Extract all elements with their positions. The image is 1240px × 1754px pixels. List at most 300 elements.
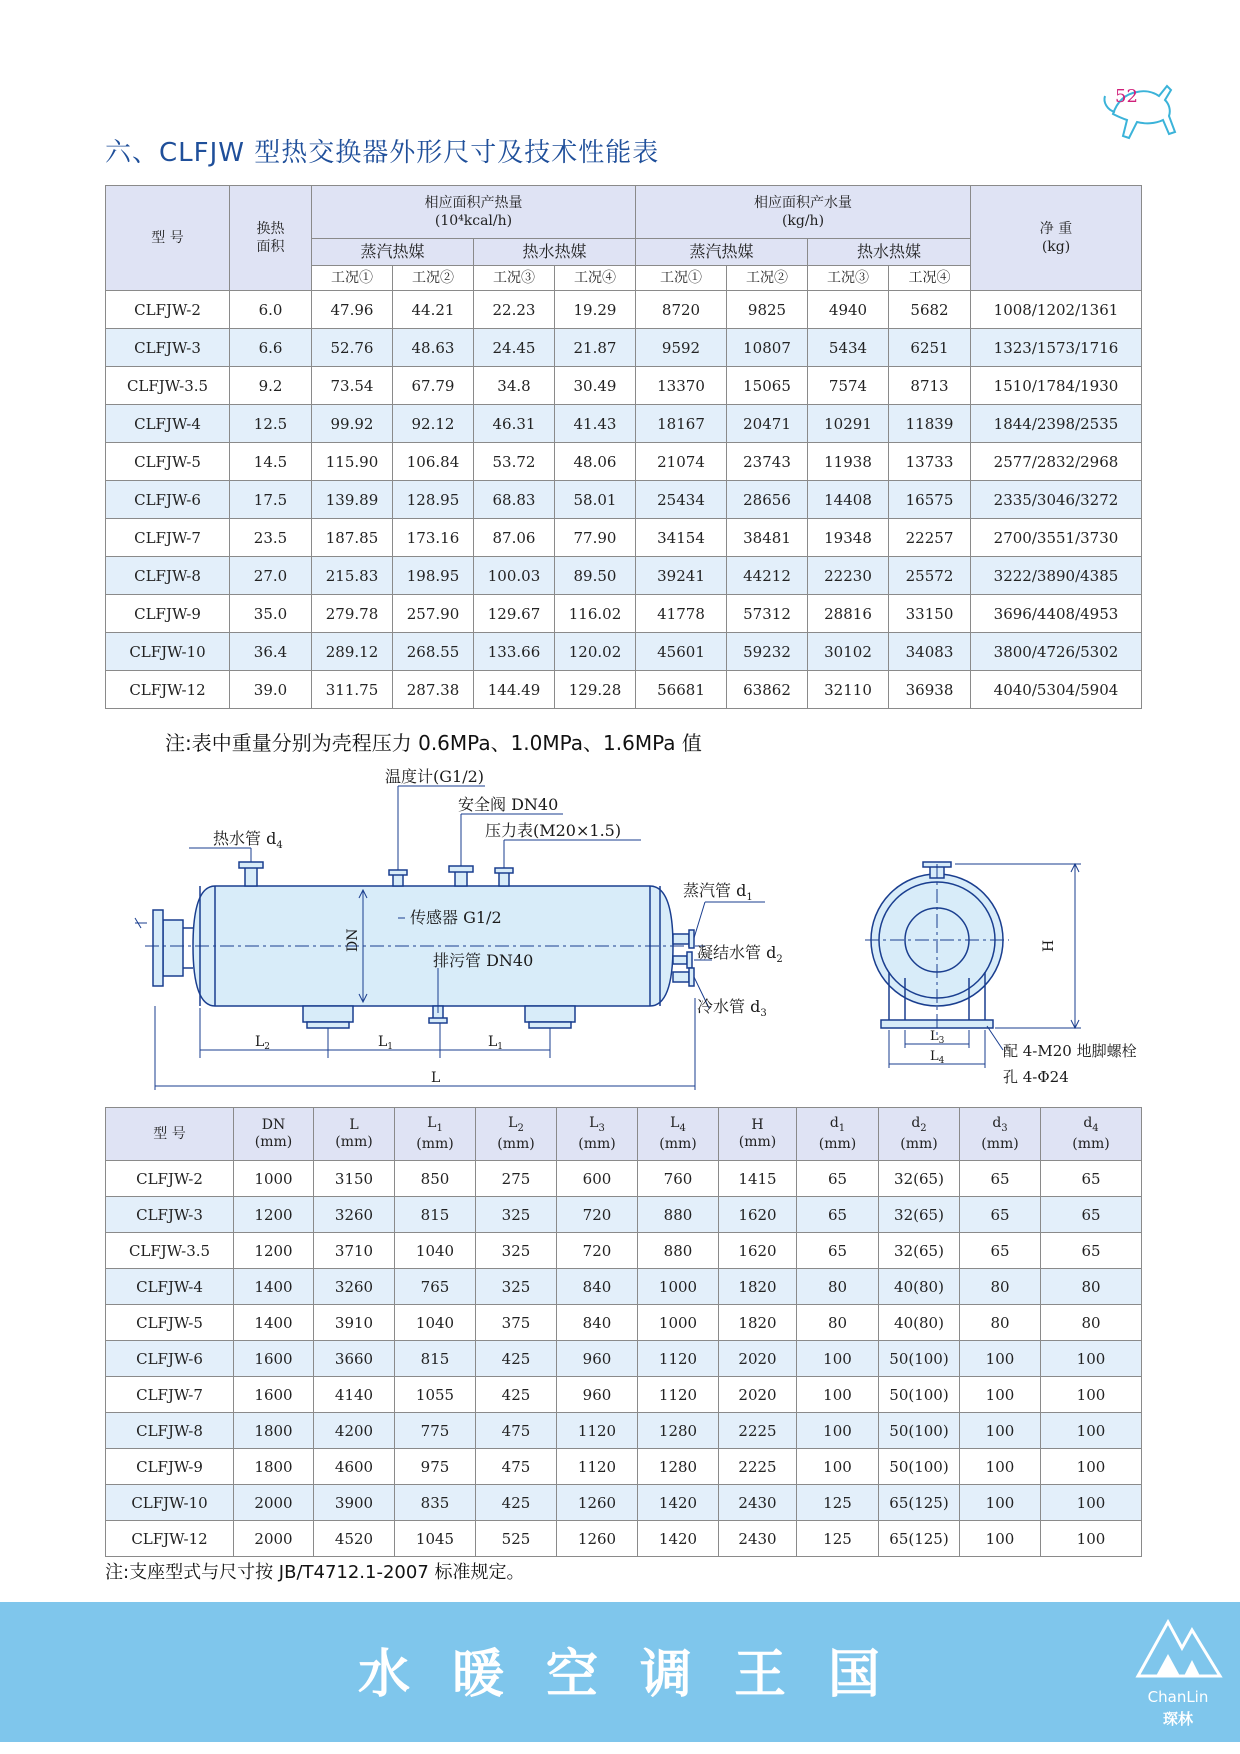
dim-header-label: L bbox=[508, 1114, 518, 1131]
weight-note: 注:表中重量分别为壳程压力 0.6MPa、1.0MPa、1.6MPa 值 bbox=[165, 731, 702, 755]
perf-cell: 56681 bbox=[636, 671, 727, 709]
dim-cell: 2020 bbox=[719, 1341, 797, 1377]
dim-cell-model: CLFJW-2 bbox=[106, 1161, 234, 1197]
dim-cell-model: CLFJW-4 bbox=[106, 1269, 234, 1305]
dim-header-sub: 3 bbox=[598, 1122, 605, 1134]
perf-header-water bbox=[636, 186, 971, 239]
perf-cell: 1323/1573/1716 bbox=[971, 329, 1142, 367]
dim-header-label: d bbox=[1083, 1114, 1093, 1131]
dim-cell: 65(125) bbox=[879, 1521, 960, 1557]
perf-cell-model: CLFJW-9 bbox=[106, 595, 230, 633]
perf-cell: 1844/2398/2535 bbox=[971, 405, 1142, 443]
label-l3-sub: 3 bbox=[938, 1036, 945, 1046]
perf-cell: 106.84 bbox=[393, 443, 474, 481]
dim-cell: 275 bbox=[476, 1161, 557, 1197]
dim-cell: 840 bbox=[557, 1305, 638, 1341]
perf-cell: 16575 bbox=[889, 481, 971, 519]
label-safety-valve: 安全阀 DN40 bbox=[458, 795, 559, 814]
svg-text:冷水管 d3 bbox=[697, 997, 767, 1019]
perf-header-hotwater-2: 热水热媒 bbox=[808, 239, 971, 266]
dim-cell: 815 bbox=[395, 1197, 476, 1233]
perf-cell: 36.4 bbox=[230, 633, 312, 671]
dim-header-label: 型 号 bbox=[153, 1125, 186, 1142]
dim-cell: 1120 bbox=[638, 1377, 719, 1413]
perf-cell: 27.0 bbox=[230, 557, 312, 595]
dim-header-name bbox=[234, 1117, 313, 1134]
perf-cell: 17.5 bbox=[230, 481, 312, 519]
perf-header-model: 型 号 bbox=[106, 186, 230, 291]
dim-header-unit: (mm) bbox=[738, 1134, 777, 1150]
dim-cell: 100 bbox=[960, 1449, 1041, 1485]
dim-cell: 760 bbox=[638, 1161, 719, 1197]
perf-cell: 14408 bbox=[808, 481, 889, 519]
dim-row bbox=[106, 1341, 1142, 1377]
dim-cell: 65 bbox=[1041, 1233, 1142, 1269]
dim-header-unit: (mm) bbox=[1072, 1136, 1110, 1153]
perf-header-area-text: 换热面积 bbox=[256, 221, 285, 255]
dim-row bbox=[106, 1521, 1142, 1557]
label-h: H bbox=[1041, 939, 1057, 952]
perf-cell: 14.5 bbox=[230, 443, 312, 481]
perf-cell: 6.6 bbox=[230, 329, 312, 367]
dim-cell: 80 bbox=[960, 1305, 1041, 1341]
dim-header-sub: 2 bbox=[517, 1122, 524, 1134]
dim-cell: 40(80) bbox=[879, 1269, 960, 1305]
perf-cell: 287.38 bbox=[393, 671, 474, 709]
label-sensor: 传感器 G1/2 bbox=[410, 908, 502, 927]
performance-table bbox=[105, 185, 1142, 709]
perf-cell-model: CLFJW-10 bbox=[106, 633, 230, 671]
dim-header-name bbox=[395, 1115, 475, 1137]
perf-cell: 139.89 bbox=[312, 481, 393, 519]
perf-header-heat-unit: (10⁴kcal/h) bbox=[434, 213, 513, 229]
dim-cell: 835 bbox=[395, 1485, 476, 1521]
perf-cell: 28656 bbox=[727, 481, 808, 519]
perf-cell: 99.92 bbox=[312, 405, 393, 443]
dim-row bbox=[106, 1161, 1142, 1197]
brand-name-en: ChanLin bbox=[1147, 1688, 1209, 1706]
label-dn: DN bbox=[345, 928, 361, 952]
perf-cell: 35.0 bbox=[230, 595, 312, 633]
dim-cell: 975 bbox=[395, 1449, 476, 1485]
perf-cell: 116.02 bbox=[555, 595, 636, 633]
dim-header-label: H bbox=[751, 1117, 764, 1133]
dim-cell: 100 bbox=[960, 1413, 1041, 1449]
perf-cell: 100.03 bbox=[474, 557, 555, 595]
dim-header-sub: 3 bbox=[1001, 1122, 1008, 1134]
perf-cell: 311.75 bbox=[312, 671, 393, 709]
dim-cell: 1040 bbox=[395, 1305, 476, 1341]
dim-cell: 125 bbox=[797, 1521, 879, 1557]
dim-cell-model: CLFJW-3 bbox=[106, 1197, 234, 1233]
dim-header-sub: 1 bbox=[436, 1122, 443, 1134]
dim-cell: 1040 bbox=[395, 1233, 476, 1269]
dim-header-unit: (mm) bbox=[981, 1136, 1019, 1153]
dim-header-name bbox=[106, 1126, 233, 1143]
dim-cell: 4520 bbox=[314, 1521, 395, 1557]
label-condensate: 凝结水管 d bbox=[697, 943, 777, 962]
label-l: L bbox=[431, 1070, 441, 1086]
perf-header-weight bbox=[971, 186, 1142, 291]
perf-cell: 2335/3046/3272 bbox=[971, 481, 1142, 519]
dim-cell: 1820 bbox=[719, 1305, 797, 1341]
perf-header-water-title: 相应面积产水量 bbox=[754, 195, 852, 211]
perf-cell: 8720 bbox=[636, 291, 727, 329]
dim-cell: 1415 bbox=[719, 1161, 797, 1197]
label-l2: L bbox=[255, 1034, 265, 1050]
dim-cell: 100 bbox=[1041, 1521, 1142, 1557]
perf-cell: 33150 bbox=[889, 595, 971, 633]
perf-cell: 5682 bbox=[889, 291, 971, 329]
dim-row bbox=[106, 1233, 1142, 1269]
dim-cell: 100 bbox=[1041, 1341, 1142, 1377]
brand-name-cn: 琛林 bbox=[1162, 1710, 1193, 1728]
end-view-drawing bbox=[865, 862, 1081, 1068]
perf-cell-model: CLFJW-6 bbox=[106, 481, 230, 519]
dim-header-cell bbox=[395, 1108, 476, 1161]
dim-cell: 65 bbox=[960, 1161, 1041, 1197]
dim-cell: 65(125) bbox=[879, 1485, 960, 1521]
dim-cell: 80 bbox=[1041, 1305, 1142, 1341]
perf-header-c4-2: 工况④ bbox=[889, 266, 971, 291]
perf-cell: 198.95 bbox=[393, 557, 474, 595]
dim-header-cell bbox=[1041, 1108, 1142, 1161]
label-l1-right: L bbox=[488, 1034, 498, 1050]
section-title: 六、CLFJW 型热交换器外形尺寸及技术性能表 bbox=[105, 138, 660, 168]
perf-cell: 48.06 bbox=[555, 443, 636, 481]
svg-text:L2 bbox=[255, 1034, 270, 1052]
perf-header-c2-2: 工况② bbox=[727, 266, 808, 291]
heat-exchanger-diagram bbox=[105, 768, 1141, 1098]
dim-header-sub: 1 bbox=[838, 1122, 846, 1134]
dim-header-cell bbox=[719, 1108, 797, 1161]
dim-cell: 50(100) bbox=[879, 1341, 960, 1377]
dim-cell: 65 bbox=[797, 1197, 879, 1233]
dim-header-label: L bbox=[670, 1114, 680, 1131]
dim-cell: 1120 bbox=[638, 1341, 719, 1377]
dim-cell: 100 bbox=[797, 1341, 879, 1377]
perf-cell-model: CLFJW-3.5 bbox=[106, 367, 230, 405]
perf-cell: 3696/4408/4953 bbox=[971, 595, 1142, 633]
perf-cell: 289.12 bbox=[312, 633, 393, 671]
perf-cell: 77.90 bbox=[555, 519, 636, 557]
perf-cell: 34.8 bbox=[474, 367, 555, 405]
perf-cell: 4940 bbox=[808, 291, 889, 329]
dim-cell: 525 bbox=[476, 1521, 557, 1557]
dim-cell-model: CLFJW-12 bbox=[106, 1521, 234, 1557]
dim-cell: 720 bbox=[557, 1197, 638, 1233]
perf-cell: 215.83 bbox=[312, 557, 393, 595]
label-l2-sub: 2 bbox=[264, 1042, 271, 1052]
perf-cell: 9825 bbox=[727, 291, 808, 329]
perf-cell: 34154 bbox=[636, 519, 727, 557]
dim-row bbox=[106, 1413, 1142, 1449]
label-l1-sub: 1 bbox=[387, 1042, 394, 1052]
perf-cell: 19.29 bbox=[555, 291, 636, 329]
dim-cell: 1260 bbox=[557, 1521, 638, 1557]
label-hot-water-sub: 4 bbox=[276, 840, 283, 851]
perf-header-c1: 工况① bbox=[312, 266, 393, 291]
dim-header-sub: 4 bbox=[679, 1122, 686, 1134]
perf-cell: 173.16 bbox=[393, 519, 474, 557]
dim-cell: 100 bbox=[960, 1377, 1041, 1413]
dim-cell: 2000 bbox=[234, 1485, 314, 1521]
dim-cell: 100 bbox=[797, 1413, 879, 1449]
perf-cell: 120.02 bbox=[555, 633, 636, 671]
dim-cell: 3660 bbox=[314, 1341, 395, 1377]
perf-header-steam: 蒸汽热媒 bbox=[312, 239, 474, 266]
perf-header-c3-2: 工况③ bbox=[808, 266, 889, 291]
dim-cell: 2430 bbox=[719, 1485, 797, 1521]
dim-cell: 1000 bbox=[234, 1161, 314, 1197]
svg-text:凝结水管 d2 bbox=[697, 943, 783, 965]
dim-header-label: L bbox=[589, 1114, 599, 1131]
label-l1-right-sub: 1 bbox=[497, 1042, 504, 1052]
perf-cell: 12.5 bbox=[230, 405, 312, 443]
dim-cell: 3710 bbox=[314, 1233, 395, 1269]
perf-cell: 68.83 bbox=[474, 481, 555, 519]
dim-cell: 2000 bbox=[234, 1521, 314, 1557]
label-l4: L bbox=[930, 1049, 939, 1064]
perf-row bbox=[106, 367, 1142, 405]
perf-cell: 10807 bbox=[727, 329, 808, 367]
perf-cell: 41778 bbox=[636, 595, 727, 633]
label-l3: L bbox=[930, 1029, 939, 1044]
svg-text:L1 bbox=[378, 1034, 393, 1052]
brand-mountain-logo-icon bbox=[1128, 1610, 1228, 1680]
perf-cell: 133.66 bbox=[474, 633, 555, 671]
dim-cell: 100 bbox=[1041, 1413, 1142, 1449]
svg-text:蒸汽管 d1 bbox=[683, 881, 753, 903]
dim-cell: 1620 bbox=[719, 1233, 797, 1269]
dim-cell: 3260 bbox=[314, 1269, 395, 1305]
dim-header-label: L bbox=[349, 1117, 359, 1133]
perf-cell: 41.43 bbox=[555, 405, 636, 443]
dim-cell: 1200 bbox=[234, 1233, 314, 1269]
dim-header-cell bbox=[557, 1108, 638, 1161]
dim-cell: 325 bbox=[476, 1197, 557, 1233]
dim-cell: 880 bbox=[638, 1233, 719, 1269]
perf-header-area bbox=[230, 186, 312, 291]
dim-cell: 100 bbox=[1041, 1449, 1142, 1485]
dim-cell: 4200 bbox=[314, 1413, 395, 1449]
dim-cell: 1260 bbox=[557, 1485, 638, 1521]
dim-cell: 2430 bbox=[719, 1521, 797, 1557]
perf-header-water-unit: (kg/h) bbox=[781, 213, 825, 229]
dim-header-sub: 2 bbox=[920, 1122, 927, 1134]
dim-cell: 100 bbox=[960, 1485, 1041, 1521]
dim-header-row bbox=[106, 1108, 1142, 1161]
dim-cell: 425 bbox=[476, 1485, 557, 1521]
dim-cell: 3150 bbox=[314, 1161, 395, 1197]
dim-cell: 1400 bbox=[234, 1269, 314, 1305]
perf-cell: 128.95 bbox=[393, 481, 474, 519]
perf-cell-model: CLFJW-3 bbox=[106, 329, 230, 367]
perf-header-c4: 工况④ bbox=[555, 266, 636, 291]
dim-cell: 125 bbox=[797, 1485, 879, 1521]
perf-row bbox=[106, 519, 1142, 557]
dim-cell: 2225 bbox=[719, 1449, 797, 1485]
perf-row bbox=[106, 405, 1142, 443]
perf-cell: 22257 bbox=[889, 519, 971, 557]
dim-header-unit: (mm) bbox=[416, 1136, 454, 1153]
dim-header-cell bbox=[638, 1108, 719, 1161]
perf-cell: 36938 bbox=[889, 671, 971, 709]
dim-cell: 600 bbox=[557, 1161, 638, 1197]
perf-cell-model: CLFJW-5 bbox=[106, 443, 230, 481]
dim-header-name bbox=[879, 1115, 959, 1137]
perf-cell: 268.55 bbox=[393, 633, 474, 671]
dim-header-unit: (mm) bbox=[335, 1134, 373, 1150]
dim-cell: 775 bbox=[395, 1413, 476, 1449]
perf-header-c2: 工况② bbox=[393, 266, 474, 291]
dim-cell: 425 bbox=[476, 1341, 557, 1377]
perf-cell: 25434 bbox=[636, 481, 727, 519]
perf-cell: 21.87 bbox=[555, 329, 636, 367]
dim-row bbox=[106, 1485, 1142, 1521]
dim-cell: 100 bbox=[1041, 1377, 1142, 1413]
perf-cell: 10291 bbox=[808, 405, 889, 443]
dim-header-unit: (mm) bbox=[254, 1134, 293, 1150]
perf-cell: 19348 bbox=[808, 519, 889, 557]
dim-row bbox=[106, 1449, 1142, 1485]
dim-header-name bbox=[476, 1115, 556, 1137]
perf-cell: 115.90 bbox=[312, 443, 393, 481]
perf-row bbox=[106, 443, 1142, 481]
dim-cell: 3900 bbox=[314, 1485, 395, 1521]
perf-header-steam-2: 蒸汽热媒 bbox=[636, 239, 808, 266]
dim-cell: 1800 bbox=[234, 1449, 314, 1485]
perf-cell: 11938 bbox=[808, 443, 889, 481]
perf-header-weight-unit: (kg) bbox=[1041, 239, 1071, 255]
perf-cell: 21074 bbox=[636, 443, 727, 481]
perf-cell: 48.63 bbox=[393, 329, 474, 367]
perf-row bbox=[106, 633, 1142, 671]
dim-cell: 850 bbox=[395, 1161, 476, 1197]
perf-cell: 23.5 bbox=[230, 519, 312, 557]
perf-cell: 38481 bbox=[727, 519, 808, 557]
perf-cell-model: CLFJW-7 bbox=[106, 519, 230, 557]
perf-cell: 9592 bbox=[636, 329, 727, 367]
perf-cell-model: CLFJW-2 bbox=[106, 291, 230, 329]
dimension-table-body bbox=[106, 1108, 1142, 1557]
perf-cell-model: CLFJW-12 bbox=[106, 671, 230, 709]
perf-cell: 4040/5304/5904 bbox=[971, 671, 1142, 709]
dim-cell: 425 bbox=[476, 1377, 557, 1413]
dim-cell: 815 bbox=[395, 1341, 476, 1377]
perf-cell: 44.21 bbox=[393, 291, 474, 329]
perf-cell-model: CLFJW-4 bbox=[106, 405, 230, 443]
support-note: 注:支座型式与尺寸按 JB/T4712.1-2007 标准规定。 bbox=[105, 1562, 525, 1583]
dim-header-unit: (mm) bbox=[497, 1136, 535, 1153]
perf-cell: 13733 bbox=[889, 443, 971, 481]
dim-header-label: d bbox=[829, 1114, 839, 1131]
perf-header-weight-title: 净 重 bbox=[1039, 221, 1073, 237]
perf-header-hotwater: 热水热媒 bbox=[474, 239, 636, 266]
dim-cell-model: CLFJW-9 bbox=[106, 1449, 234, 1485]
dim-header-unit: (mm) bbox=[578, 1136, 616, 1153]
dim-header-name bbox=[797, 1115, 878, 1137]
perf-header-heat bbox=[312, 186, 636, 239]
dim-cell: 100 bbox=[797, 1377, 879, 1413]
label-hot-water-pipe: 热水管 d bbox=[213, 829, 277, 848]
perf-cell-model: CLFJW-8 bbox=[106, 557, 230, 595]
perf-header-c1-2: 工况① bbox=[636, 266, 727, 291]
dim-header-cell bbox=[234, 1108, 314, 1161]
dim-cell-model: CLFJW-5 bbox=[106, 1305, 234, 1341]
perf-cell: 1008/1202/1361 bbox=[971, 291, 1142, 329]
dim-header-cell bbox=[960, 1108, 1041, 1161]
dim-cell: 2020 bbox=[719, 1377, 797, 1413]
dim-row bbox=[106, 1305, 1142, 1341]
dim-cell: 765 bbox=[395, 1269, 476, 1305]
dim-header-cell bbox=[314, 1108, 395, 1161]
dim-cell: 1120 bbox=[557, 1449, 638, 1485]
perf-cell: 44212 bbox=[727, 557, 808, 595]
shell-drawing bbox=[135, 862, 705, 1090]
perf-cell: 46.31 bbox=[474, 405, 555, 443]
perf-cell: 47.96 bbox=[312, 291, 393, 329]
perf-cell: 279.78 bbox=[312, 595, 393, 633]
perf-cell: 129.67 bbox=[474, 595, 555, 633]
dim-cell-model: CLFJW-6 bbox=[106, 1341, 234, 1377]
dim-cell: 100 bbox=[1041, 1485, 1142, 1521]
dim-cell: 50(100) bbox=[879, 1377, 960, 1413]
dim-cell: 375 bbox=[476, 1305, 557, 1341]
label-cold-water: 冷水管 d bbox=[697, 997, 761, 1016]
perf-cell: 24.45 bbox=[474, 329, 555, 367]
perf-cell: 1510/1784/1930 bbox=[971, 367, 1142, 405]
dim-cell: 100 bbox=[960, 1341, 1041, 1377]
dim-cell: 1420 bbox=[638, 1485, 719, 1521]
dim-cell: 1000 bbox=[638, 1305, 719, 1341]
dim-cell: 1200 bbox=[234, 1197, 314, 1233]
dim-header-name bbox=[1041, 1115, 1141, 1137]
perf-cell: 22.23 bbox=[474, 291, 555, 329]
dim-cell: 4600 bbox=[314, 1449, 395, 1485]
dim-cell: 3260 bbox=[314, 1197, 395, 1233]
perf-cell: 67.79 bbox=[393, 367, 474, 405]
dim-row bbox=[106, 1269, 1142, 1305]
dim-cell: 1045 bbox=[395, 1521, 476, 1557]
perf-row bbox=[106, 557, 1142, 595]
dim-cell: 1000 bbox=[638, 1269, 719, 1305]
dim-header-sub: 4 bbox=[1092, 1122, 1099, 1134]
perf-cell: 187.85 bbox=[312, 519, 393, 557]
perf-cell: 39.0 bbox=[230, 671, 312, 709]
perf-header-c3: 工况③ bbox=[474, 266, 555, 291]
perf-cell: 144.49 bbox=[474, 671, 555, 709]
dim-cell: 80 bbox=[797, 1305, 879, 1341]
label-bolt: 配 4-M20 地脚螺栓 bbox=[1003, 1042, 1137, 1060]
dim-cell: 40(80) bbox=[879, 1305, 960, 1341]
dim-header-name bbox=[719, 1117, 796, 1134]
perf-cell: 25572 bbox=[889, 557, 971, 595]
label-pressure-gauge: 压力表(M20×1.5) bbox=[485, 821, 622, 840]
dim-cell: 1800 bbox=[234, 1413, 314, 1449]
dim-cell-model: CLFJW-7 bbox=[106, 1377, 234, 1413]
perf-cell: 45601 bbox=[636, 633, 727, 671]
perf-cell: 9.2 bbox=[230, 367, 312, 405]
dim-cell: 4140 bbox=[314, 1377, 395, 1413]
label-hole: 孔 4-Φ24 bbox=[1003, 1068, 1069, 1086]
dim-cell: 325 bbox=[476, 1233, 557, 1269]
dim-cell: 50(100) bbox=[879, 1413, 960, 1449]
footer-slogan: 水暖空调王国 bbox=[357, 1645, 922, 1705]
dim-cell: 2225 bbox=[719, 1413, 797, 1449]
dimension-table bbox=[105, 1107, 1142, 1557]
perf-cell: 6251 bbox=[889, 329, 971, 367]
